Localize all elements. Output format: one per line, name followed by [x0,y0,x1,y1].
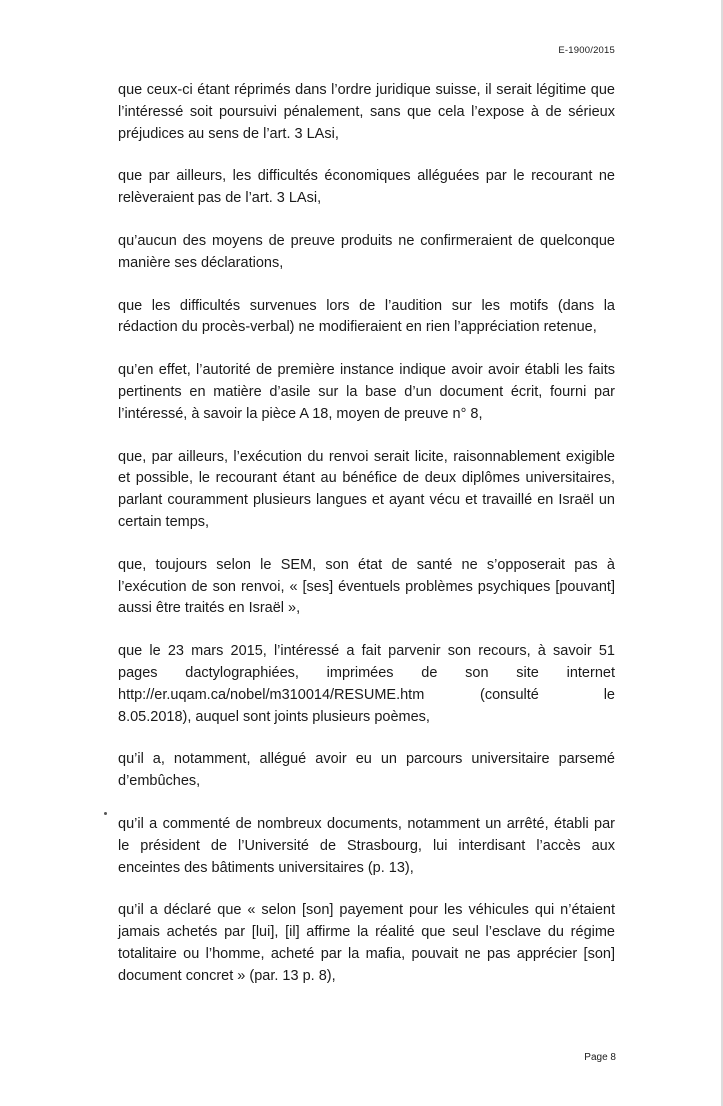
recours-text: que le 23 mars 2015, l’intéressé a fait parvenir son recours, à savoir 51 pages dactylographiées, imprimées de son site internet [118,643,615,681]
paragraph-4: que les difficultés survenues lors de l’audition sur les motifs (dans la rédaction du procès-verbal) ne modifieraient en rien l’appréciation retenue, [118,297,615,336]
paragraph-9: qu’il a, notamment, allégué avoir eu un parcours universitaire parsemé d’embûches, [118,751,615,790]
consult-le: le [603,686,615,703]
paragraph-7: que, toujours selon le SEM, son état de santé ne s’opposerait pas à l’exécution de son renvoi, « [ses] éventuels problèmes psychiques [pouvant] aussi être traités en Israël », [118,556,615,617]
paragraph-2: que par ailleurs, les difficultés économiques alléguées par le recourant ne relèveraient pas de l’art. 3 LAsi, [118,168,615,207]
paragraph-recours [118,641,615,728]
recours-url: http://er.uqam.ca/nobel/m310014/RESUME.htm [118,686,425,703]
recours-url-line [118,685,615,707]
scan-speck [104,812,107,815]
paragraph-5: qu’en effet, l’autorité de première instance indique avoir avoir établi les faits pertinents en matière d’asile sur la base d’un document écrit, fourni par l’intéressé, à savoir la pièce A 18, moyen de preuve n° 8, [118,362,615,422]
recours-text-after: 8.05.2018), auquel sont joints plusieurs poèmes, [118,708,430,725]
document-body [118,80,615,1009]
page-number: Page 8 [584,1052,616,1063]
paragraph-6: que, par ailleurs, l’exécution du renvoi serait licite, raisonnablement exigible et possible, le recourant étant au bénéfice de deux diplômes universitaires, parlant couramment plusieurs langues et ayant vécu et travaillé en Israël un certain temps, [118,448,615,530]
paragraph-1: que ceux-ci étant réprimés dans l’ordre juridique suisse, il serait légitime que l’intéressé soit poursuivi pénalement, sans que cela l’expose à de sérieux préjudices au sens de l’art. 3 LAsi, [118,82,615,142]
paragraph-10: qu’il a commenté de nombreux documents, notamment un arrêté, établi par le président de l’Université de Strasbourg, lui interdisant l’accès aux enceintes des bâtiments universitaires (p. 13), [118,815,615,876]
case-reference: E-1900/2015 [558,45,615,56]
paragraph-3: qu’aucun des moyens de preuve produits ne confirmeraient de quelconque manière ses déclarations, [118,232,615,271]
consult-word: (consulté [480,686,539,703]
paragraph-11: qu’il a déclaré que « selon [son] payement pour les véhicules qui n’étaient jamais achetés par [lui], [il] affirme la réalité que seul l’esclave du régime totalitaire ou l’homme, acheté par la mafia, pouvait ne pas apprécier [son] document concret » (par. 13 p. 8), [118,902,615,984]
recours-consult [480,685,615,707]
